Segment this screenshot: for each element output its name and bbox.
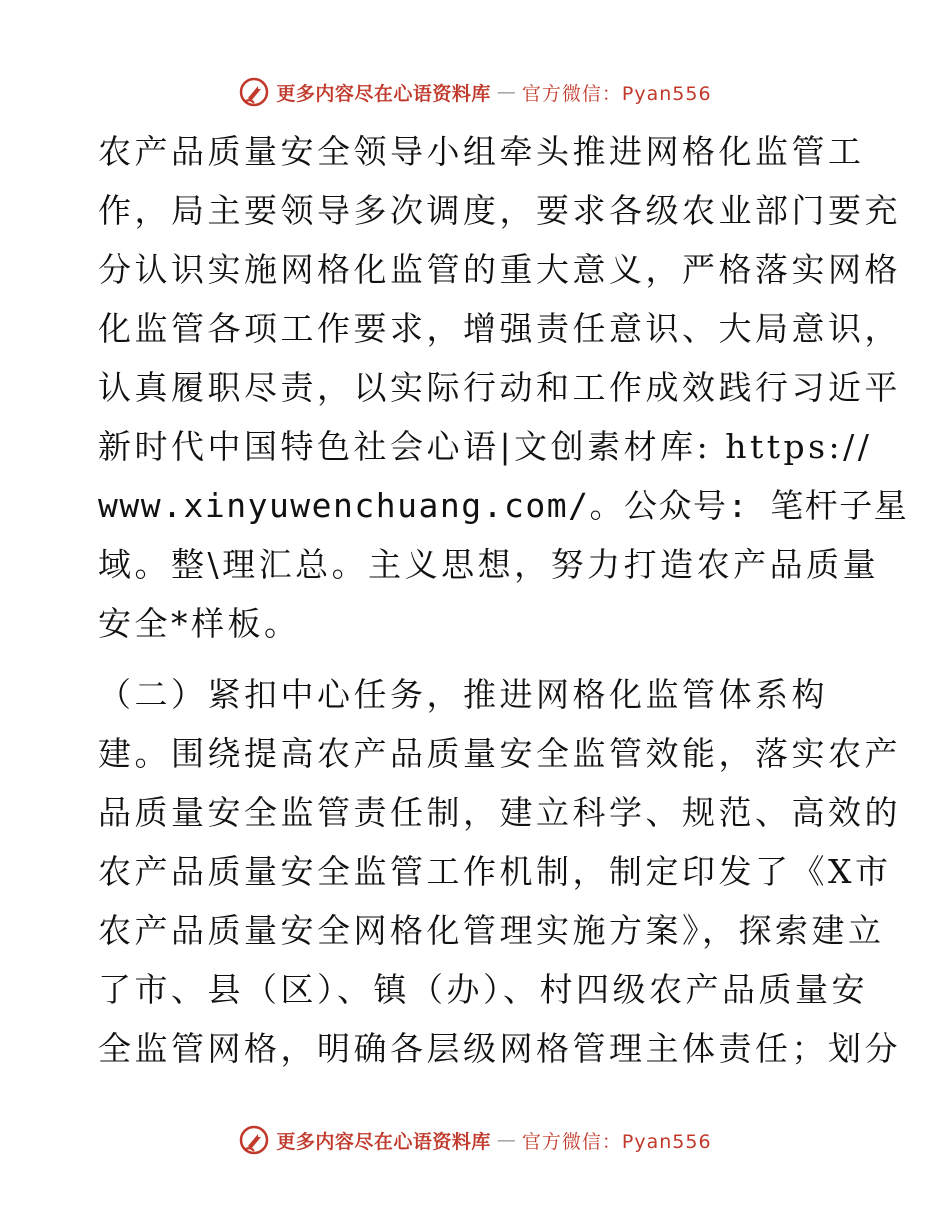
text-line: 了市、县（区）、镇（办）、村四级农产品质量安 bbox=[98, 970, 868, 1009]
text-line-with-url: 新时代中国特色社会心语|文创素材库: https:// bbox=[98, 427, 873, 466]
text-line: 域。整\理汇总。主义思想，努力打造农产品质量 bbox=[98, 545, 880, 584]
text-line: 品质量安全监管责任制，建立科学、规范、高效的 bbox=[98, 793, 901, 832]
footer-separator: — bbox=[496, 1129, 516, 1151]
header-brand-text: 更多内容尽在心语资料库 bbox=[276, 82, 491, 105]
footer-banner bbox=[0, 1120, 950, 1160]
footer-wechat-text: 官方微信：Pyan556 bbox=[521, 1130, 712, 1153]
text-line: 农产品质量安全领导小组牵头推进网格化监管工 bbox=[98, 132, 865, 171]
text-line: 农产品质量安全监管工作机制，制定印发了《X市 bbox=[98, 852, 892, 891]
paragraph-1 bbox=[98, 122, 909, 653]
text-line: 作，局主要领导多次调度，要求各级农业部门要充 bbox=[98, 191, 901, 230]
text-line: 化监管各项工作要求，增强责任意识、大局意识， bbox=[98, 309, 901, 348]
footer-brand-text: 更多内容尽在心语资料库 bbox=[276, 1130, 491, 1153]
paragraph-2 bbox=[98, 665, 901, 1078]
text-line: 农产品质量安全网格化管理实施方案》，探索建立 bbox=[98, 911, 885, 950]
text-line: 全监管网格，明确各层级网格管理主体责任；划分 bbox=[98, 1029, 901, 1068]
pen-nib-circle-icon bbox=[238, 76, 270, 108]
text-line-url: www.xinyuwenchuang.com/。公众号: 笔杆子星 bbox=[98, 486, 909, 525]
text-line: 建。围绕提高农产品质量安全监管效能，落实农产 bbox=[98, 734, 901, 773]
text-line: 分认识实施网格化监管的重大意义，严格落实网格 bbox=[98, 250, 901, 289]
document-body bbox=[98, 122, 909, 1078]
section-heading-line: （二）紧扣中心任务，推进网格化监管体系构 bbox=[98, 675, 828, 714]
pen-nib-circle-icon bbox=[238, 1124, 270, 1156]
text-line: 安全*样板。 bbox=[98, 604, 301, 643]
header-banner bbox=[0, 72, 950, 112]
text-line: 认真履职尽责，以实际行动和工作成效践行习近平 bbox=[98, 368, 901, 407]
header-wechat-text: 官方微信：Pyan556 bbox=[521, 82, 712, 105]
header-separator: — bbox=[496, 81, 516, 103]
